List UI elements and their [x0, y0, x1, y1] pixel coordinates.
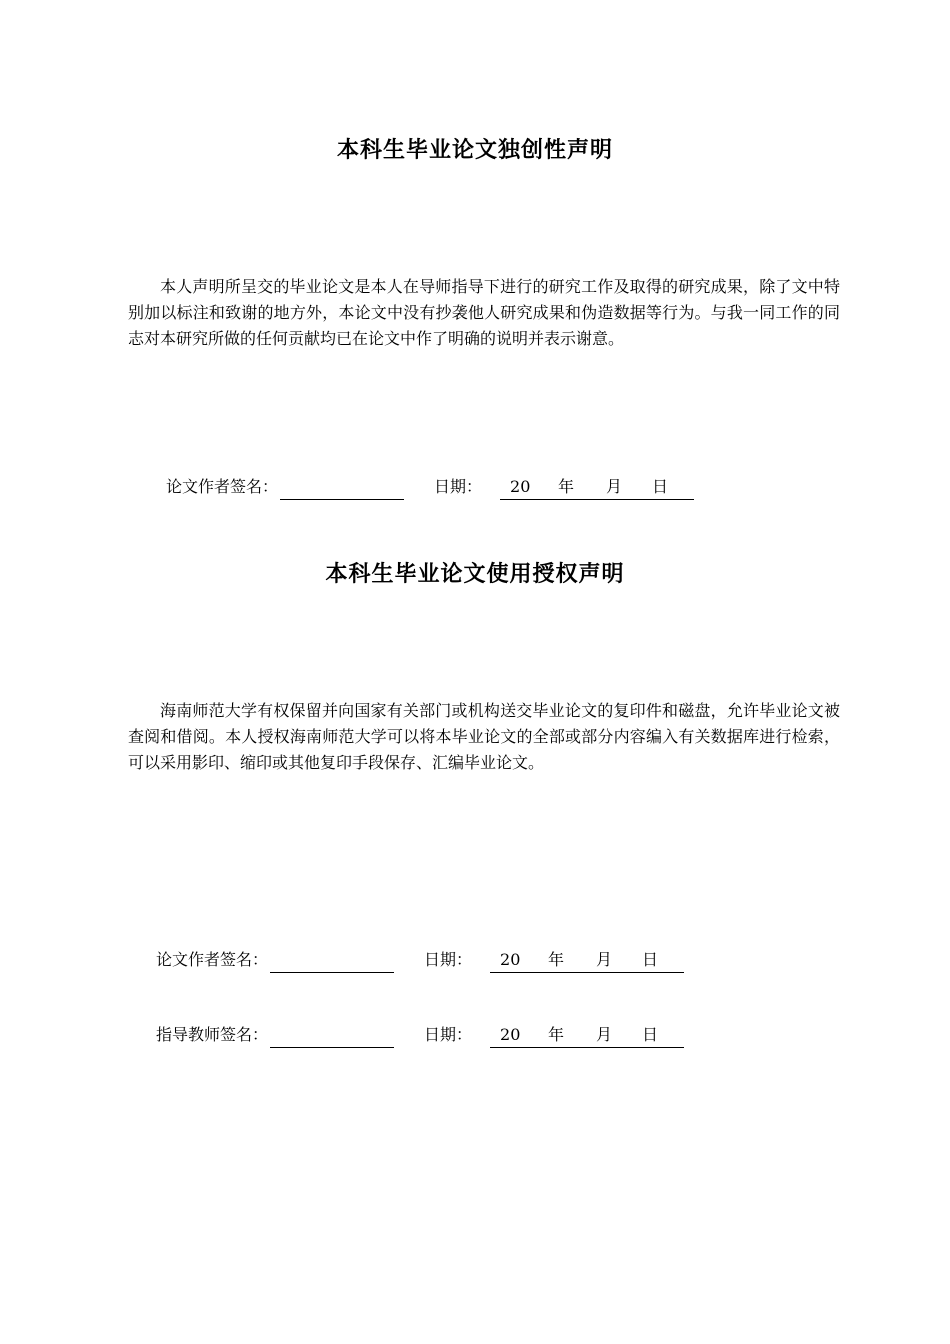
date-day-char: 日: [642, 950, 659, 969]
author-signature-label: 论文作者签名：: [166, 477, 279, 496]
date-year-prefix: 20: [510, 477, 531, 496]
date-label: 日期：: [424, 1025, 473, 1044]
advisor-signature-label: 指导教师签名：: [156, 1025, 269, 1044]
date-label: 日期：: [424, 950, 473, 969]
author-signature-label: 论文作者签名：: [156, 950, 269, 969]
date-year-char: 年: [558, 477, 575, 496]
date-day-char: 日: [652, 477, 669, 496]
date-label: 日期：: [434, 477, 483, 496]
date-field[interactable]: [490, 1023, 684, 1048]
date-month-char: 月: [596, 1025, 613, 1044]
date-month-char: 月: [606, 477, 623, 496]
date-year-char: 年: [548, 1025, 565, 1044]
authorization-author-signature-row: [156, 947, 684, 973]
date-year-char: 年: [548, 950, 565, 969]
date-day-char: 日: [642, 1025, 659, 1044]
authorization-advisor-signature-row: [156, 1022, 684, 1048]
originality-title: 本科生毕业论文独创性声明: [336, 138, 613, 163]
originality-signature-row: [166, 474, 694, 500]
authorization-body: 海南师范大学有权保留并向国家有关部门或机构送交毕业论文的复印件和磁盘，允许毕业论文被查阅和借阅。本人授权海南师范大学可以将本毕业论文的全部或部分内容编入有关数据库进行检索，可以采用影印、缩印或其他复印手段保存、汇编毕业论文。: [128, 701, 840, 772]
date-year-prefix: 20: [500, 1025, 521, 1044]
author-signature-line[interactable]: [280, 479, 404, 500]
originality-body: 本人声明所呈交的毕业论文是本人在导师指导下进行的研究工作及取得的研究成果，除了文中特别加以标注和致谢的地方外，本论文中没有抄袭他人研究成果和伪造数据等行为。与我一同工作的同志对本研究所做的任何贡献均已在论文中作了明确的说明并表示谢意。: [128, 277, 840, 348]
authorization-title: 本科生毕业论文使用授权声明: [325, 562, 625, 587]
date-field[interactable]: [500, 475, 694, 500]
date-year-prefix: 20: [500, 950, 521, 969]
advisor-signature-line[interactable]: [270, 1027, 394, 1048]
date-field[interactable]: [490, 948, 684, 973]
date-month-char: 月: [596, 950, 613, 969]
author-signature-line[interactable]: [270, 952, 394, 973]
